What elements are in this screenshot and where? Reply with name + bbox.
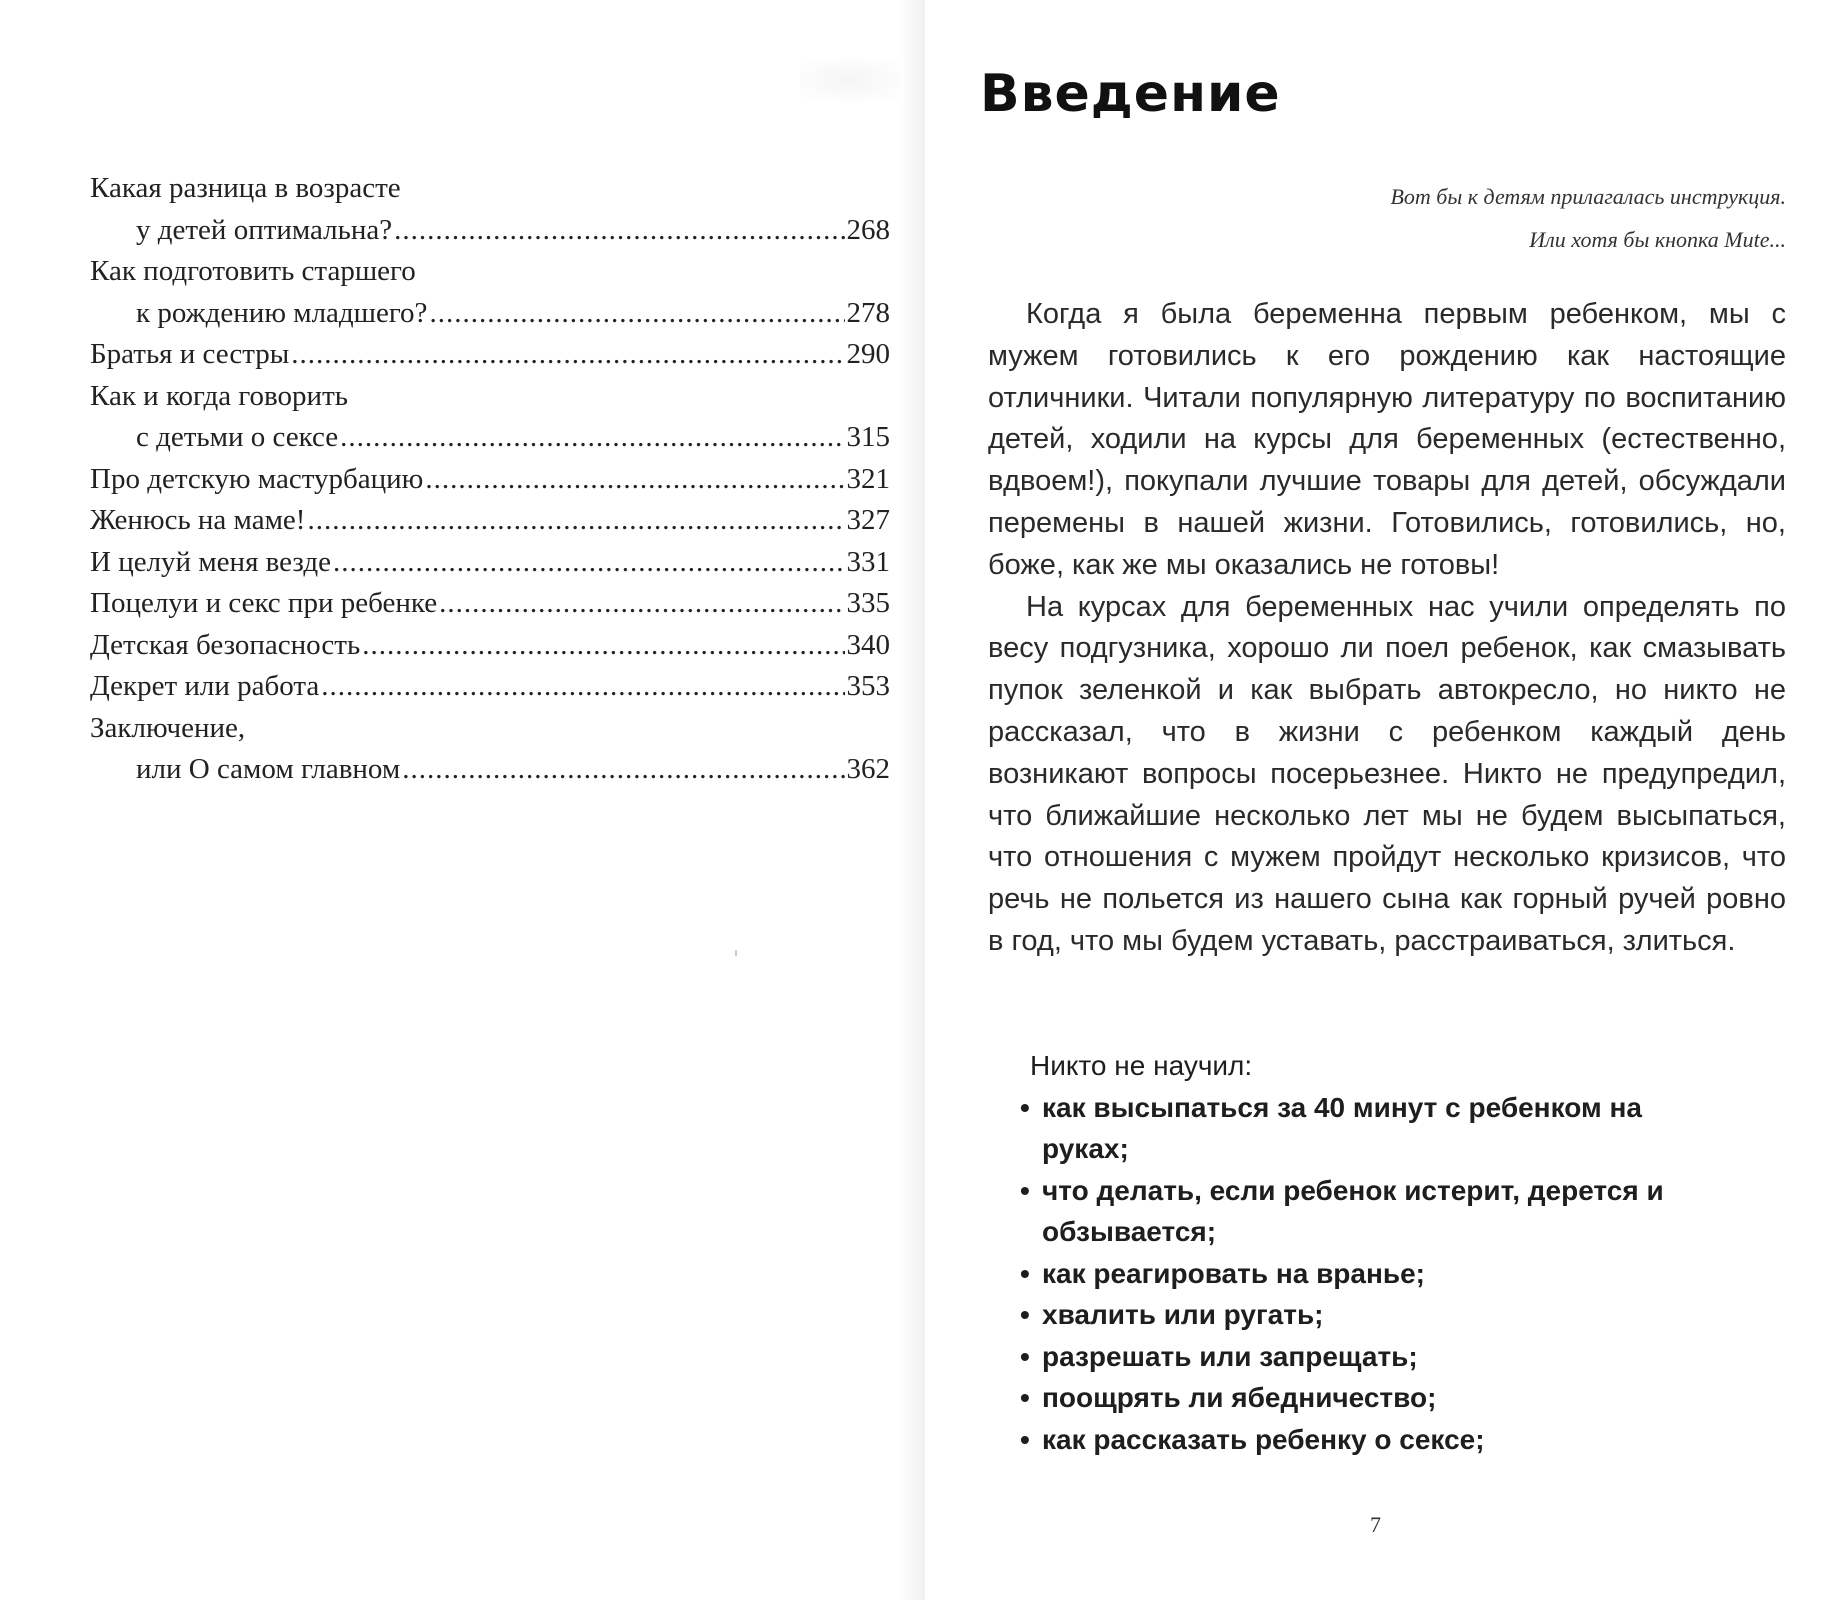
toc-entry-title: Про детскую мастурбацию [90,462,424,495]
toc-entry-page: 278 [846,296,890,329]
toc-entry-page: 268 [846,213,890,246]
toc-line [90,334,890,376]
bullet-list-block [1020,1045,1720,1460]
toc-entry-title: Как и когда говорить [90,379,348,412]
list-item: • как реагировать на вранье; [1020,1253,1720,1295]
toc-entry-title: Детская безопасность [90,628,361,661]
toc-entry-title: к рождению младшего? [136,296,428,329]
toc-entry-title: И целуй меня везде [90,545,331,578]
toc-line [90,168,890,210]
toc-leader-dots [321,666,844,708]
toc-line [90,293,890,335]
toc-entry-page: 315 [846,421,890,453]
page-number: 7 [1370,1512,1381,1537]
toc-entry-title: Как подготовить старшего [90,255,416,287]
toc-leader-dots [425,459,844,501]
toc-line [90,376,890,418]
toc-line [90,625,890,667]
toc-entry-page: 290 [846,338,890,370]
toc-line [90,708,890,750]
epigraph-line: Или хотя бы кнопка Mute... [1529,227,1786,252]
toc-entry-page: 331 [846,545,890,578]
toc-leader-dots [429,293,844,335]
toc-entry-page: 362 [846,753,890,785]
toc-line [90,500,890,542]
list-intro: Никто не научил: [1030,1050,1253,1081]
toc-leader-dots [340,417,844,459]
toc-line [90,459,890,501]
epigraph [1086,175,1786,261]
paragraph: На курсах для беременных нас учили определять по весу подгузника, хорошо ли поел ребенок, как смазывать пупок зеленкой и как выбрать автокресло, но никто не рассказал, что в жизни с ребенком каждый день возникают вопросы посерьезнее. Никто не предупредил, что ближайшие несколько лет мы не будем высыпаться, что отношения с мужем пройдут несколько кризисов, что речь не польется из нашего сына как горный ручей ровно в год, что мы будем уставать, расстраиваться, злиться. [988,590,1786,957]
toc-entry-title: Заключение, [90,711,246,744]
toc-entry-page: 353 [846,670,890,702]
toc-entry-title: или О самом главном [136,753,401,785]
chapter-heading: Введение [980,64,1281,124]
toc-entry-title: Женюсь на маме! [90,504,306,536]
toc-line [90,749,890,791]
toc-leader-dots [333,542,845,584]
toc-line [90,583,890,625]
table-of-contents [90,168,890,791]
list-item: • поощрять ли ябедничество; [1020,1377,1720,1419]
toc-line [90,210,890,252]
epigraph-line: Вот бы к детям прилагалась инструкция. [1390,184,1786,209]
list-item: • как высыпаться за 40 минут с ребенком на руках; [1020,1087,1720,1170]
toc-line [90,251,890,293]
list-item: • что делать, если ребенок истерит, дерется и обзывается; [1020,1170,1720,1253]
toc-leader-dots [362,625,844,667]
page-bleed-mark [800,60,900,100]
toc-entry-page: 327 [846,504,890,536]
list-item: • разрешать или запрещать; [1020,1336,1720,1378]
toc-entry-page: 321 [846,462,890,495]
list-item: • как рассказать ребенку о сексе; [1020,1419,1720,1461]
toc-entry-page: 335 [846,587,890,619]
toc-leader-dots [402,749,844,791]
bullet-list [1020,1087,1720,1461]
paragraph: Когда я была беременна первым ребенком, мы с мужем готовились к его рождению как настоящие отличники. Читали популярную литературу по воспитанию детей, ходили на курсы для беременных (естественно, вдвоем!), покупали лучшие товары для детей, обсуждали перемены в нашей жизни. Готовились, готовились, но, боже, как же мы оказались не готовы! [988,298,1786,581]
toc-entry-title: Поцелуи и секс при ребенке [90,587,438,619]
paper-speck [735,950,737,956]
toc-leader-dots [439,583,844,625]
toc-line [90,666,890,708]
list-item: • хвалить или ругать; [1020,1294,1720,1336]
toc-leader-dots [291,334,844,376]
toc-line [90,417,890,459]
body-text [988,294,1786,963]
toc-entry-title: Декрет или работа [90,670,320,702]
toc-leader-dots [394,210,844,252]
toc-line [90,542,890,584]
toc-entry-title: Какая разница в возрасте [90,172,401,204]
toc-leader-dots [307,500,844,542]
toc-entry-page: 340 [846,628,890,661]
toc-entry-title: Братья и сестры [90,338,290,370]
toc-entry-title: у детей оптимальна? [136,213,393,246]
toc-entry-title: с детьми о сексе [136,421,339,453]
